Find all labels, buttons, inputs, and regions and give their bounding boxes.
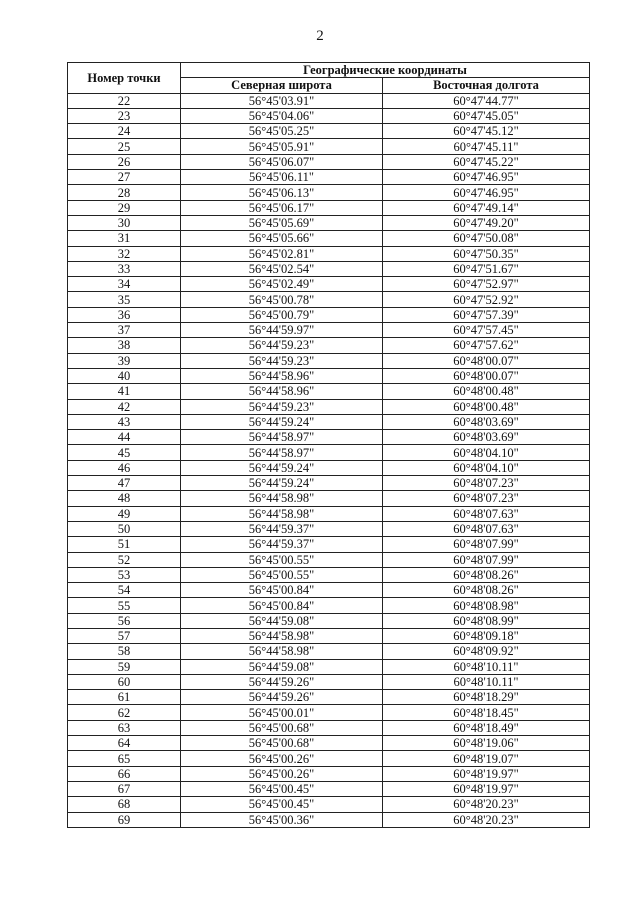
table-row xyxy=(68,674,590,689)
table-row xyxy=(68,720,590,735)
point-number-cell: 52 xyxy=(68,552,181,567)
table-row xyxy=(68,781,590,796)
longitude-cell: 60°48'19.06" xyxy=(383,736,590,751)
point-number-cell: 47 xyxy=(68,476,181,491)
header-longitude: Восточная долгота xyxy=(383,78,590,93)
point-number-cell: 49 xyxy=(68,506,181,521)
point-number-cell: 28 xyxy=(68,185,181,200)
table-row xyxy=(68,307,590,322)
latitude-cell: 56°44'59.23" xyxy=(181,338,383,353)
point-number-cell: 38 xyxy=(68,338,181,353)
latitude-cell: 56°45'00.68" xyxy=(181,736,383,751)
latitude-cell: 56°45'00.79" xyxy=(181,307,383,322)
longitude-cell: 60°48'20.23" xyxy=(383,812,590,827)
latitude-cell: 56°44'58.96" xyxy=(181,384,383,399)
point-number-cell: 66 xyxy=(68,766,181,781)
point-number-cell: 59 xyxy=(68,659,181,674)
table-row xyxy=(68,154,590,169)
table-row xyxy=(68,460,590,475)
longitude-cell: 60°48'19.97" xyxy=(383,766,590,781)
longitude-cell: 60°47'57.62" xyxy=(383,338,590,353)
point-number-cell: 32 xyxy=(68,246,181,261)
point-number-cell: 35 xyxy=(68,292,181,307)
table-row xyxy=(68,430,590,445)
header-latitude: Северная широта xyxy=(181,78,383,93)
table-row xyxy=(68,690,590,705)
point-number-cell: 58 xyxy=(68,644,181,659)
table-row xyxy=(68,399,590,414)
table-row xyxy=(68,736,590,751)
point-number-cell: 26 xyxy=(68,154,181,169)
table-row xyxy=(68,705,590,720)
point-number-cell: 68 xyxy=(68,797,181,812)
table-row xyxy=(68,598,590,613)
point-number-cell: 25 xyxy=(68,139,181,154)
point-number-cell: 62 xyxy=(68,705,181,720)
table-row xyxy=(68,751,590,766)
point-number-cell: 46 xyxy=(68,460,181,475)
longitude-cell: 60°48'04.10" xyxy=(383,460,590,475)
longitude-cell: 60°47'45.22" xyxy=(383,154,590,169)
longitude-cell: 60°48'19.97" xyxy=(383,781,590,796)
table-row xyxy=(68,368,590,383)
longitude-cell: 60°48'09.18" xyxy=(383,628,590,643)
latitude-cell: 56°44'59.24" xyxy=(181,476,383,491)
longitude-cell: 60°48'00.07" xyxy=(383,353,590,368)
latitude-cell: 56°45'00.84" xyxy=(181,583,383,598)
latitude-cell: 56°45'06.13" xyxy=(181,185,383,200)
table-row xyxy=(68,766,590,781)
latitude-cell: 56°45'02.49" xyxy=(181,277,383,292)
latitude-cell: 56°44'59.08" xyxy=(181,613,383,628)
longitude-cell: 60°48'00.48" xyxy=(383,399,590,414)
table-row xyxy=(68,537,590,552)
header-geographic-coordinates: Географические координаты xyxy=(181,63,590,78)
table-row xyxy=(68,231,590,246)
longitude-cell: 60°48'18.29" xyxy=(383,690,590,705)
longitude-cell: 60°47'46.95" xyxy=(383,185,590,200)
point-number-cell: 27 xyxy=(68,170,181,185)
table-row xyxy=(68,338,590,353)
longitude-cell: 60°48'10.11" xyxy=(383,659,590,674)
table-row xyxy=(68,261,590,276)
latitude-cell: 56°45'06.07" xyxy=(181,154,383,169)
longitude-cell: 60°48'07.63" xyxy=(383,506,590,521)
table-row xyxy=(68,613,590,628)
point-number-cell: 65 xyxy=(68,751,181,766)
longitude-cell: 60°48'20.23" xyxy=(383,797,590,812)
table-row xyxy=(68,414,590,429)
point-number-cell: 63 xyxy=(68,720,181,735)
point-number-cell: 29 xyxy=(68,200,181,215)
latitude-cell: 56°44'59.08" xyxy=(181,659,383,674)
longitude-cell: 60°48'03.69" xyxy=(383,430,590,445)
table-row xyxy=(68,124,590,139)
latitude-cell: 56°45'03.91" xyxy=(181,93,383,108)
longitude-cell: 60°48'07.99" xyxy=(383,537,590,552)
table-row xyxy=(68,139,590,154)
table-row xyxy=(68,384,590,399)
latitude-cell: 56°44'59.23" xyxy=(181,353,383,368)
latitude-cell: 56°44'58.97" xyxy=(181,430,383,445)
point-number-cell: 23 xyxy=(68,108,181,123)
latitude-cell: 56°45'06.17" xyxy=(181,200,383,215)
table-row xyxy=(68,567,590,582)
table-row xyxy=(68,170,590,185)
latitude-cell: 56°44'58.98" xyxy=(181,491,383,506)
table-body xyxy=(68,93,590,827)
point-number-cell: 50 xyxy=(68,521,181,536)
latitude-cell: 56°45'00.55" xyxy=(181,567,383,582)
point-number-cell: 57 xyxy=(68,628,181,643)
table-row xyxy=(68,797,590,812)
longitude-cell: 60°47'45.05" xyxy=(383,108,590,123)
longitude-cell: 60°48'00.07" xyxy=(383,368,590,383)
longitude-cell: 60°47'49.14" xyxy=(383,200,590,215)
longitude-cell: 60°48'07.23" xyxy=(383,476,590,491)
latitude-cell: 56°45'00.36" xyxy=(181,812,383,827)
latitude-cell: 56°45'00.45" xyxy=(181,781,383,796)
point-number-cell: 37 xyxy=(68,323,181,338)
longitude-cell: 60°47'45.12" xyxy=(383,124,590,139)
point-number-cell: 33 xyxy=(68,261,181,276)
longitude-cell: 60°48'03.69" xyxy=(383,414,590,429)
point-number-cell: 48 xyxy=(68,491,181,506)
table-row xyxy=(68,476,590,491)
point-number-cell: 36 xyxy=(68,307,181,322)
latitude-cell: 56°44'58.98" xyxy=(181,628,383,643)
point-number-cell: 44 xyxy=(68,430,181,445)
point-number-cell: 22 xyxy=(68,93,181,108)
point-number-cell: 56 xyxy=(68,613,181,628)
point-number-cell: 45 xyxy=(68,445,181,460)
latitude-cell: 56°45'00.45" xyxy=(181,797,383,812)
longitude-cell: 60°47'52.92" xyxy=(383,292,590,307)
longitude-cell: 60°47'46.95" xyxy=(383,170,590,185)
longitude-cell: 60°47'57.45" xyxy=(383,323,590,338)
coordinates-table xyxy=(67,62,590,828)
table-row xyxy=(68,277,590,292)
latitude-cell: 56°44'59.24" xyxy=(181,460,383,475)
point-number-cell: 24 xyxy=(68,124,181,139)
latitude-cell: 56°45'00.55" xyxy=(181,552,383,567)
point-number-cell: 64 xyxy=(68,736,181,751)
longitude-cell: 60°48'08.26" xyxy=(383,567,590,582)
table-row xyxy=(68,215,590,230)
point-number-cell: 53 xyxy=(68,567,181,582)
longitude-cell: 60°47'51.67" xyxy=(383,261,590,276)
table-row xyxy=(68,659,590,674)
longitude-cell: 60°48'08.98" xyxy=(383,598,590,613)
longitude-cell: 60°48'08.26" xyxy=(383,583,590,598)
latitude-cell: 56°44'59.26" xyxy=(181,690,383,705)
longitude-cell: 60°48'00.48" xyxy=(383,384,590,399)
latitude-cell: 56°45'00.68" xyxy=(181,720,383,735)
point-number-cell: 31 xyxy=(68,231,181,246)
latitude-cell: 56°44'59.24" xyxy=(181,414,383,429)
point-number-cell: 39 xyxy=(68,353,181,368)
point-number-cell: 55 xyxy=(68,598,181,613)
longitude-cell: 60°48'08.99" xyxy=(383,613,590,628)
latitude-cell: 56°45'00.26" xyxy=(181,751,383,766)
latitude-cell: 56°44'59.37" xyxy=(181,537,383,552)
table-row xyxy=(68,491,590,506)
latitude-cell: 56°45'05.66" xyxy=(181,231,383,246)
latitude-cell: 56°44'58.98" xyxy=(181,506,383,521)
latitude-cell: 56°44'59.97" xyxy=(181,323,383,338)
latitude-cell: 56°45'06.11" xyxy=(181,170,383,185)
table-row xyxy=(68,552,590,567)
latitude-cell: 56°45'00.26" xyxy=(181,766,383,781)
point-number-cell: 69 xyxy=(68,812,181,827)
point-number-cell: 54 xyxy=(68,583,181,598)
longitude-cell: 60°48'19.07" xyxy=(383,751,590,766)
point-number-cell: 60 xyxy=(68,674,181,689)
table-row xyxy=(68,628,590,643)
longitude-cell: 60°47'44.77" xyxy=(383,93,590,108)
table-row xyxy=(68,323,590,338)
longitude-cell: 60°47'45.11" xyxy=(383,139,590,154)
table-row xyxy=(68,108,590,123)
point-number-cell: 61 xyxy=(68,690,181,705)
point-number-cell: 30 xyxy=(68,215,181,230)
longitude-cell: 60°47'50.35" xyxy=(383,246,590,261)
point-number-cell: 43 xyxy=(68,414,181,429)
point-number-cell: 34 xyxy=(68,277,181,292)
point-number-cell: 41 xyxy=(68,384,181,399)
table-row xyxy=(68,583,590,598)
table-row xyxy=(68,644,590,659)
point-number-cell: 51 xyxy=(68,537,181,552)
latitude-cell: 56°44'59.23" xyxy=(181,399,383,414)
table-row xyxy=(68,445,590,460)
table-row xyxy=(68,506,590,521)
page-number: 2 xyxy=(316,28,324,44)
point-number-cell: 67 xyxy=(68,781,181,796)
table-row xyxy=(68,292,590,307)
latitude-cell: 56°45'05.91" xyxy=(181,139,383,154)
longitude-cell: 60°48'04.10" xyxy=(383,445,590,460)
latitude-cell: 56°45'00.01" xyxy=(181,705,383,720)
longitude-cell: 60°48'09.92" xyxy=(383,644,590,659)
longitude-cell: 60°47'57.39" xyxy=(383,307,590,322)
latitude-cell: 56°44'58.97" xyxy=(181,445,383,460)
latitude-cell: 56°45'05.69" xyxy=(181,215,383,230)
longitude-cell: 60°48'18.49" xyxy=(383,720,590,735)
longitude-cell: 60°48'07.99" xyxy=(383,552,590,567)
table-row xyxy=(68,521,590,536)
point-number-cell: 40 xyxy=(68,368,181,383)
longitude-cell: 60°47'50.08" xyxy=(383,231,590,246)
table-row xyxy=(68,353,590,368)
longitude-cell: 60°47'49.20" xyxy=(383,215,590,230)
point-number-cell: 42 xyxy=(68,399,181,414)
longitude-cell: 60°48'07.63" xyxy=(383,521,590,536)
longitude-cell: 60°48'07.23" xyxy=(383,491,590,506)
table-row xyxy=(68,246,590,261)
latitude-cell: 56°44'58.96" xyxy=(181,368,383,383)
table-row xyxy=(68,93,590,108)
longitude-cell: 60°48'18.45" xyxy=(383,705,590,720)
latitude-cell: 56°45'02.54" xyxy=(181,261,383,276)
table-row xyxy=(68,200,590,215)
latitude-cell: 56°45'05.25" xyxy=(181,124,383,139)
latitude-cell: 56°45'00.84" xyxy=(181,598,383,613)
latitude-cell: 56°44'59.26" xyxy=(181,674,383,689)
latitude-cell: 56°45'04.06" xyxy=(181,108,383,123)
latitude-cell: 56°44'59.37" xyxy=(181,521,383,536)
latitude-cell: 56°44'58.98" xyxy=(181,644,383,659)
longitude-cell: 60°48'10.11" xyxy=(383,674,590,689)
latitude-cell: 56°45'02.81" xyxy=(181,246,383,261)
longitude-cell: 60°47'52.97" xyxy=(383,277,590,292)
latitude-cell: 56°45'00.78" xyxy=(181,292,383,307)
table-row xyxy=(68,185,590,200)
header-point-number: Номер точки xyxy=(68,63,181,94)
table-row xyxy=(68,812,590,827)
